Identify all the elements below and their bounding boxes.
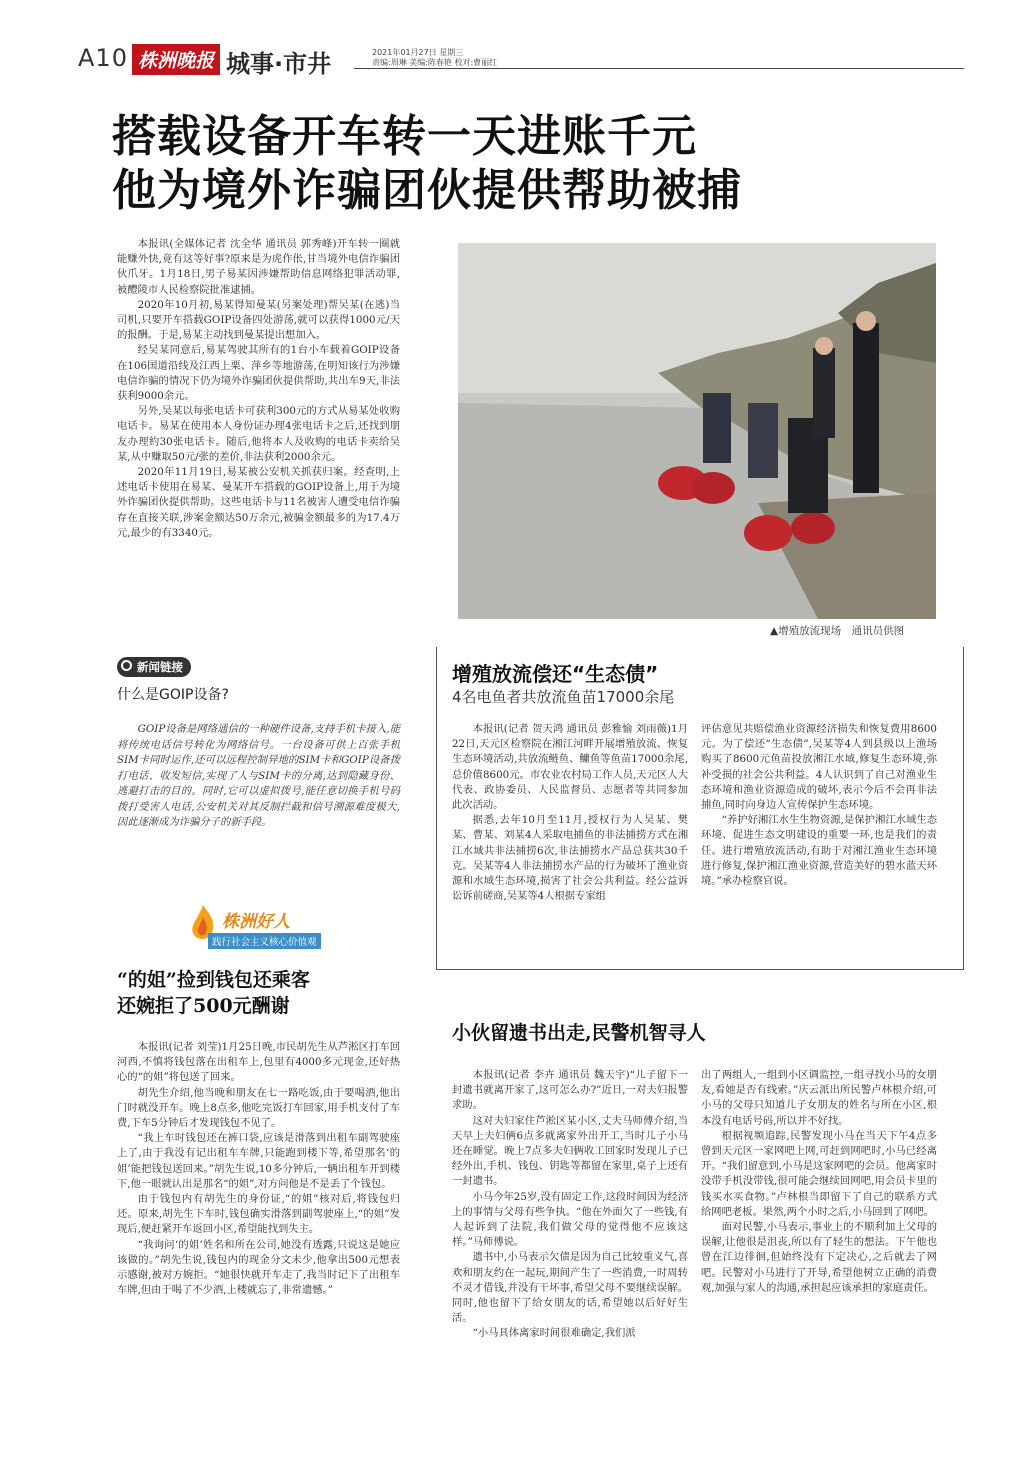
goip-question: 什么是GOIP设备? (117, 687, 229, 703)
main-paragraph: 2020年10月初,易某得知曼某(另案处理)帮吴某(在逃)当司机,只要开车搭载GOIP设备四处游荡,就可以获得1000元/天的报酬。于是,易某主动找到曼某提出想加入。 (117, 298, 400, 342)
good-people-paragraph: “我上车时钱包还在裤口袋,应该是滑落到出租车副驾驶座上了,由于我没有记出租车车牌,只能跑到楼下等,希望那名‘的姐’能把钱包送回来。”胡先生说,10多分钟后,一辆出租车开到楼下,他一眼就认出是那名“的姐”,对方问他是不是丢了个钱包。 (117, 1132, 400, 1190)
good-people-headline-line1: “的姐”捡到钱包还乘客 (117, 969, 310, 991)
missing-paragraph: 根据视频追踪,民警发现小马在当天下午4点多曾到天元区一家网吧上网,可赶到网吧时,小马已经离开。“我们留意到,小马是这家网吧的会员。他离家时没带手机没带钱,很可能会继续回网吧,用会员卡里的钱买水买食物。”卢林根当即留下了自己的联系方式给网吧老板。果然,两个小时之后,小马回到了网吧。 (701, 1129, 937, 1218)
main-headline-line2: 他为境外诈骗团伙提供帮助被捕 (112, 165, 742, 216)
news-link-label: 新闻链接 (137, 660, 183, 674)
news-link-icon (121, 660, 132, 671)
release-paragraph: “养护好湘江水生生物资源,是保护湘江水域生态环境、促进生态文明建设的重要一环,也是我们的责任。进行增殖放流活动,有助于对湘江渔业生态环境进行修复,保护湘江渔业资源,营造美好的碧水蓝天环境。”承办检察官说。 (701, 814, 937, 888)
missing-paragraph: 这对夫妇家住芦淞区某小区,丈夫马师傅介绍,当天早上夫妇俩6点多就离家外出开工,当时儿子小马还在睡觉。晚上7点多夫妇俩收工回家时发现儿子已经外出,手机、钱包、钥匙等都留在家里,桌子上还有一封遗书。 (452, 1114, 688, 1188)
good-people-paragraph: 由于钱包内有胡先生的身份证,“的姐”核对后,将钱包归还。原来,胡先生下车时,钱包确实滑落到副驾驶座上,“的姐”发现后,便赶紧开车返回小区,希望能找到失主。 (117, 1193, 400, 1236)
editor-credits: 责编:周琳 美编:陈春艳 校对:曹丽红 (372, 58, 498, 67)
missing-paragraph: 小马今年25岁,没有固定工作,这段时间因为经济上的事情与父母有些争执。“他在外面欠了一些钱,有人起诉到了法院,我们做父母的觉得他不应该这样。”马师傅说。 (452, 1190, 688, 1249)
missing-title: 小伙留遗书出走,民警机智寻人 (452, 1022, 706, 1044)
issue-meta (372, 48, 512, 68)
release-body-left (452, 722, 688, 904)
missing-body-left (452, 1068, 688, 1342)
release-body-right (701, 722, 937, 889)
release-paragraph: 据悉,去年10月至11月,授权行为人吴某、樊某、曹某、刘某4人采取电捕鱼的非法捕捞方式在湘江水域共非法捕捞6次,非法捕捞水产品总获共30千克。吴某等4人非法捕捞水产品的行为破坏了渔业资源和水域生态环境,损害了社会公共利益。经公益诉讼诉前磋商,吴某等4人根据专家组 (452, 814, 688, 903)
release-paragraph: 评估意见共赔偿渔业资源经济损失和恢复费用8600元。为了偿还“生态债”,吴某等4人到县级以上渔场购买了8600元鱼苗投放湘江水域,修复生态环境,弥补受损的社会公共利益。4人认识到了自己对渔业生态环境和渔业资源造成的破坏,表示今后不会再非法捕鱼,同时向身边人宣传保护生态环境。 (701, 723, 937, 812)
missing-paragraph: 遗书中,小马表示欠债是因为自己比较重义气,喜欢和朋友约在一起玩,期间产生了一些消费,一时周转不灵才借钱,并没有干坏事,希望父母不要继续误解。同时,他也留下了给女朋友的话,希望她以后好好生活。 (452, 1251, 688, 1325)
header-rule (354, 68, 964, 69)
main-article-body (117, 237, 400, 541)
main-paragraph: 另外,吴某以每张电话卡可获利300元的方式从易某处收购电话卡。易某在使用本人身份证办理4张电话卡之后,还找到朋友办理約30张电话卡。随后,他将本人及收购的电话卡卖给吴某,从中赚取50元/张的差价,非法获利2000余元。 (117, 405, 400, 463)
release-title: 增殖放流偿还“生态债” (452, 662, 659, 686)
missing-paragraph: “小马具体离家时间很难确定,我们派 (472, 1327, 636, 1340)
good-people-paragraph: 本报讯(记者 刘莹)1月25日晚,市民胡先生从芦淞区打车回河西,不慎将钱包落在出租车上,包里有4000多元现金,还好热心的“的姐”将包送了回来。 (117, 1041, 400, 1084)
release-deck: 4名电鱼者共放流鱼苗17000余尾 (452, 688, 675, 706)
issue-date: 2021年01月27日 星期三 (372, 48, 464, 57)
good-people-headline-line2: 还婉拒了500元酬谢 (117, 995, 290, 1017)
good-people-paragraph: “我询问‘的姐’姓名和所在公司,她没有透露,只说这是她应该做的。”胡先生说,钱包内的现金分文未少,他拿出500元想表示感谢,被对方婉拒。“她很快就开车走了,我当时记下了出租车车牌,但由于喝了不少酒,上楼就忘了,非常遗憾。” (117, 1238, 400, 1297)
good-people-paragraph: 胡先生介绍,他当晚和朋友在七一路吃饭,由于要喝酒,他出门时就没开车。晚上8点多,他吃完饭打车回家,用手机支付了车费,下车5分钟后才发现钱包不见了。 (117, 1086, 400, 1130)
missing-paragraph: 出了两组人,一组到小区调监控,一组寻找小马的女朋友,看她是否有线索。”庆云派出所民警卢林根介绍,可小马的父母只知道儿子女朋友的姓名与所在小区,根本没有电话号码,所以并不好找。 (701, 1069, 937, 1127)
release-paragraph: 本报讯(记者 贺天鸿 通讯员 彭雅愉 刘雨薇)1月22日,天元区检察院在湘江河畔开展增殖放流、恢复生态环境活动,共放流鲢鱼、鳙鱼等鱼苗17000余尾,总价值8600元。市农业农村局工作人员,天元区人大代表、政协委员、人民监督员、志愿者等共同参加此次活动。 (452, 723, 688, 812)
main-paragraph: 2020年11月19日,易某被公安机关抓获归案。经查明,上述电话卡使用在易某、曼某开车搭载的GOIP设备上,用于为境外诈骗团伙提供帮助。这些电话卡与11名被害人遭受电信诈骗存在直接关联,涉案金额达50万余元,被骗金额最多的为17.4万元,最少的有3340元。 (117, 466, 400, 539)
goip-explanation: GOIP设备是网络通信的一种硬件设备,支持手机卡接入,能将传统电话信号转化为网络信号。一台设备可供上百张手机SIM卡同时运作,还可以远程控制异地的SIM卡和GOIP设备拨打电话、收发短信,实现了人与SIM卡的分离,达到隐藏身份、逃避打击的目的。同时,它可以虚拟拨号,能任意切换手机号码拨打受害人电话,公安机关对其反制拦截和信号溯源难度极大,因此逐渐成为诈骗分子的新手段。 (117, 723, 400, 828)
good-people-slogan: 践行社会主义核心价值观 (208, 933, 321, 949)
main-headline (112, 110, 742, 218)
good-people-body (117, 1040, 400, 1298)
newspaper-logo: 株洲晚报 (132, 44, 220, 75)
release-photo (458, 243, 936, 619)
photo-caption: ▲增殖放流现场 通讯员供图 (770, 625, 905, 637)
missing-body-right (701, 1068, 937, 1296)
main-headline-line1: 搭载设备开车转一天进账千元 (112, 111, 697, 162)
good-people-title: 株洲好人 (222, 912, 290, 932)
main-paragraph: 经吴某同意后,易某驾驶其所有的1台小车载着GOIP设备在106国道沿线及江西上栗、萍乡等地游荡,在明知该行为涉嫌电信诈骗的情况下仍为境外诈骗团伙提供帮助,共出车9天,非法获利9000余元。 (117, 344, 400, 403)
good-people-logo (186, 903, 336, 955)
page-number: A10 (78, 44, 128, 72)
missing-paragraph: 面对民警,小马表示,事业上的不顺利加上父母的误解,让他很是沮丧,所以有了轻生的想法。下午他也曾在江边徘徊,但始终没有下定决心,之后就去了网吧。民警对小马进行了开导,希望他树立正确的消费观,加强与家人的沟通,承担起应该承担的家庭责任。 (701, 1221, 937, 1294)
main-paragraph: 本报讯(全媒体记者 沈全华 通讯员 郭秀峰)开车转一圈就能赚外快,竟有这等好事?原来是为虎作伥,甘当境外电信诈骗团伙爪牙。1月18日,男子易某因涉嫌帮助信息网络犯罪活动罪,被醴陵市人民检察院批准逮捕。 (117, 238, 400, 296)
good-people-headline (117, 967, 310, 1019)
river-scene-image (458, 243, 936, 619)
missing-paragraph: 本报讯(记者 李卉 通讯员 魏天宇)“儿子留下一封遗书就离开家了,这可怎么办?”近日,一对夫妇报警求助。 (452, 1069, 688, 1112)
section-title: 城事·市井 (226, 50, 332, 78)
